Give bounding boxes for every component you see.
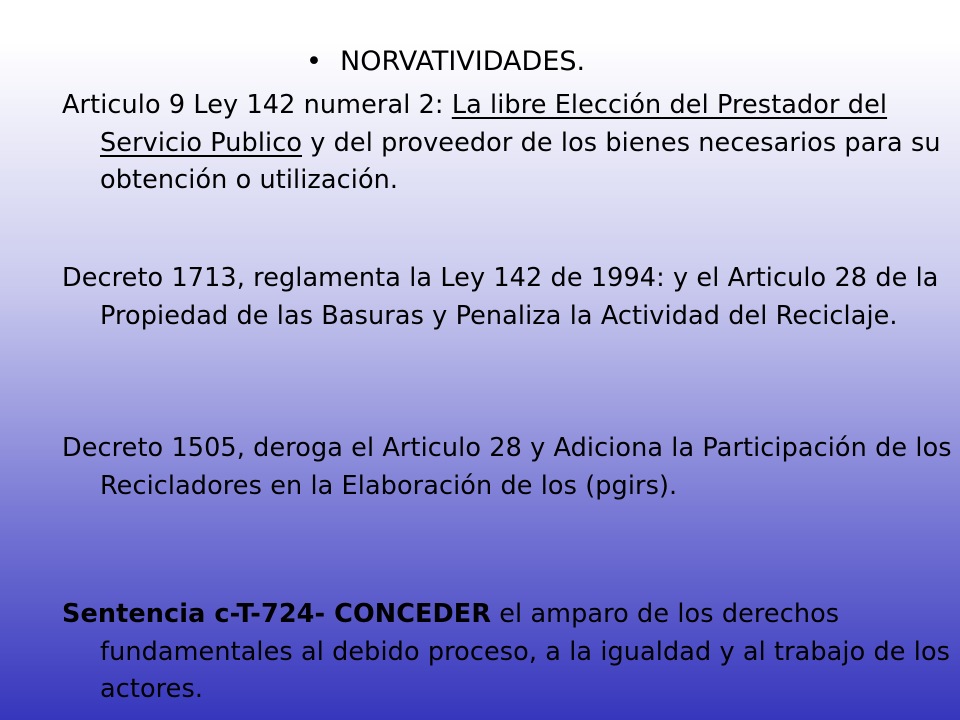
- paragraph-sentencia: [62, 596, 960, 709]
- paragraph-sentencia-bold: Sentencia c-T-724- CONCEDER: [62, 599, 492, 629]
- paragraph-articulo-9-rest: y del proveedor de los bienes necesarios para su obtención o utilización.: [100, 127, 941, 195]
- paragraph-decreto-1713: Decreto 1713, reglamenta la Ley 142 de 1994: y el Articulo 28 de la Propiedad de las Basuras y Penaliza la Actividad del Reciclaje.: [62, 263, 939, 331]
- paragraph-articulo-9-intro: Articulo 9 Ley 142 numeral 2:: [62, 90, 452, 120]
- paragraph-decreto-1505: Decreto 1505, deroga el Articulo 28 y Adiciona la Participación de los Recicladores en la Elaboración de los (pgirs).: [62, 433, 952, 501]
- slide-title: [306, 44, 585, 80]
- paragraph-articulo-9-underlined: La libre Elección del Prestador del Servicio Publico: [100, 90, 888, 158]
- paragraph-articulo-9: [62, 87, 960, 200]
- bullet-icon: •: [306, 46, 322, 77]
- paragraph-sentencia-rest: el amparo de los derechos fundamentales al debido proceso, a la igualdad y al trabajo de los actores.: [100, 599, 951, 704]
- slide-title-text: NORVATIVIDADES.: [340, 46, 586, 77]
